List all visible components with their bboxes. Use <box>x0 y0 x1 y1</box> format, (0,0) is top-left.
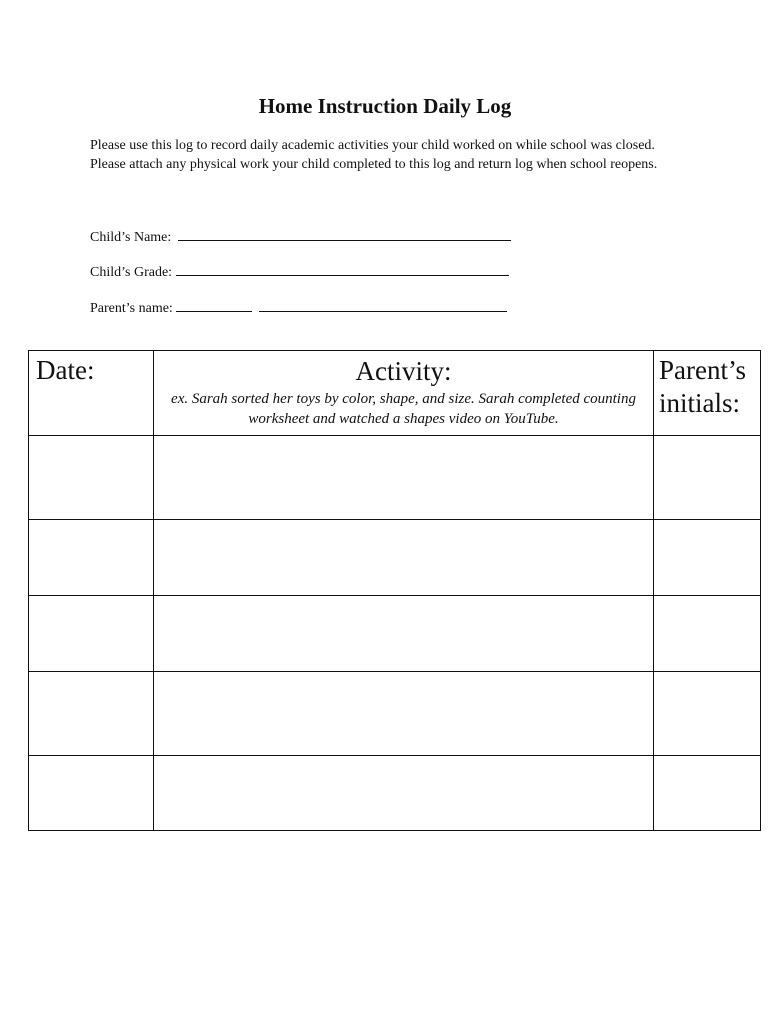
child-name-label: Child’s Name: <box>90 230 172 245</box>
activity-cell[interactable] <box>154 436 654 520</box>
date-cell[interactable] <box>29 756 154 831</box>
child-name-field <box>90 228 511 246</box>
page-title: Home Instruction Daily Log <box>258 94 512 118</box>
date-cell[interactable] <box>29 436 154 520</box>
table-row <box>29 672 761 756</box>
table-header-row <box>29 351 761 436</box>
activity-cell[interactable] <box>154 520 654 596</box>
initials-cell[interactable] <box>654 520 761 596</box>
table-row <box>29 596 761 672</box>
parent-name-label: Parent’s name: <box>90 301 173 316</box>
date-cell[interactable] <box>29 672 154 756</box>
activity-cell[interactable] <box>154 672 654 756</box>
date-cell[interactable] <box>29 596 154 672</box>
initials-cell[interactable] <box>654 436 761 520</box>
parent-name-blank-1[interactable] <box>176 299 252 312</box>
child-grade-field <box>90 263 509 281</box>
daily-log-table <box>28 350 761 831</box>
table-row <box>29 520 761 596</box>
parent-name-field <box>90 299 507 317</box>
child-grade-label: Child’s Grade: <box>90 265 173 280</box>
table-row <box>29 436 761 520</box>
initials-cell[interactable] <box>654 756 761 831</box>
parent-name-blank-2[interactable] <box>259 299 507 312</box>
initials-cell[interactable] <box>654 596 761 672</box>
initials-cell[interactable] <box>654 672 761 756</box>
table-row <box>29 756 761 831</box>
activity-example-text: ex. Sarah sorted her toys by color, shape, and size. Sarah completed counting worksheet and watched a shapes video on YouTube. <box>171 391 636 427</box>
child-name-blank[interactable] <box>178 228 511 241</box>
date-cell[interactable] <box>29 520 154 596</box>
activity-column-header <box>154 351 654 436</box>
initials-header-line1: Parent’s <box>659 355 746 385</box>
activity-cell[interactable] <box>154 596 654 672</box>
activity-header-title: Activity: <box>355 356 452 386</box>
date-column-header: Date: <box>29 351 154 436</box>
activity-cell[interactable] <box>154 756 654 831</box>
instructions-paragraph: Please use this log to record daily academic activities your child worked on while school was closed. Please attach any physical work your child completed to this log and return log when school reopens. <box>90 138 658 172</box>
initials-header-line2: initials: <box>659 388 740 418</box>
initials-column-header <box>654 351 761 436</box>
child-grade-blank[interactable] <box>176 263 509 276</box>
